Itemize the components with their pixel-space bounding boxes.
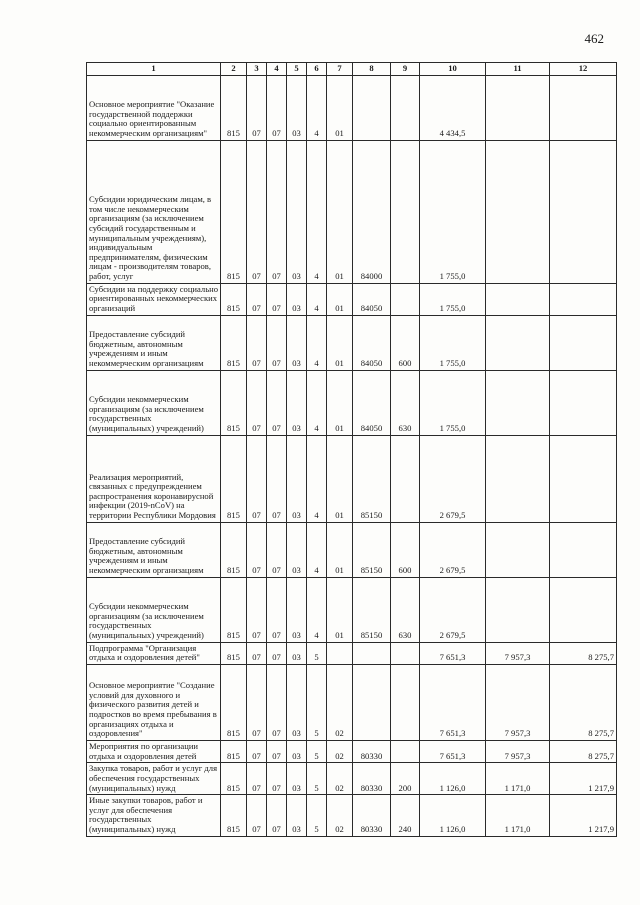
col-8-cell: 80330 bbox=[353, 763, 391, 795]
col-9-cell: 200 bbox=[391, 763, 420, 795]
col-7-cell: 01 bbox=[327, 315, 353, 370]
col-9-cell bbox=[391, 664, 420, 740]
col-9-cell: 600 bbox=[391, 522, 420, 577]
col-7-cell: 01 bbox=[327, 283, 353, 315]
col-7-cell bbox=[327, 642, 353, 664]
table-row bbox=[87, 577, 617, 642]
col-10-cell: 1 126,0 bbox=[420, 795, 486, 837]
col-2-cell: 815 bbox=[221, 75, 247, 140]
col-5-cell: 03 bbox=[287, 522, 307, 577]
col-2-cell: 815 bbox=[221, 522, 247, 577]
col-header: 7 bbox=[327, 63, 353, 76]
col-2-cell: 815 bbox=[221, 370, 247, 435]
col-4-cell: 07 bbox=[267, 435, 287, 522]
row-name-cell: Основное мероприятие "Создание условий для духовного и физического развития детей и подростков во время пребывания в организациях отдыха и оздоровления" bbox=[87, 664, 221, 740]
col-12-cell bbox=[550, 315, 617, 370]
col-2-cell: 815 bbox=[221, 283, 247, 315]
row-name-cell: Субсидии на поддержку социально ориентированных некоммерческих организаций bbox=[87, 283, 221, 315]
col-11-cell: 1 171,0 bbox=[486, 763, 550, 795]
col-3-cell: 07 bbox=[247, 435, 267, 522]
col-7-cell: 01 bbox=[327, 522, 353, 577]
col-2-cell: 815 bbox=[221, 577, 247, 642]
col-9-cell bbox=[391, 75, 420, 140]
col-8-cell bbox=[353, 664, 391, 740]
col-7-cell: 02 bbox=[327, 664, 353, 740]
col-5-cell: 03 bbox=[287, 75, 307, 140]
col-3-cell: 07 bbox=[247, 795, 267, 837]
col-header: 11 bbox=[486, 63, 550, 76]
col-4-cell: 07 bbox=[267, 664, 287, 740]
table-row bbox=[87, 522, 617, 577]
col-6-cell: 5 bbox=[307, 642, 327, 664]
col-7-cell: 01 bbox=[327, 435, 353, 522]
col-12-cell bbox=[550, 75, 617, 140]
col-9-cell bbox=[391, 740, 420, 762]
col-8-cell: 85150 bbox=[353, 522, 391, 577]
col-3-cell: 07 bbox=[247, 75, 267, 140]
col-6-cell: 5 bbox=[307, 664, 327, 740]
col-10-cell: 7 651,3 bbox=[420, 664, 486, 740]
col-8-cell: 84050 bbox=[353, 370, 391, 435]
col-10-cell: 7 651,3 bbox=[420, 740, 486, 762]
col-header: 9 bbox=[391, 63, 420, 76]
col-9-cell: 240 bbox=[391, 795, 420, 837]
col-11-cell bbox=[486, 577, 550, 642]
col-5-cell: 03 bbox=[287, 370, 307, 435]
col-10-cell: 1 755,0 bbox=[420, 315, 486, 370]
col-7-cell: 01 bbox=[327, 577, 353, 642]
col-5-cell: 03 bbox=[287, 577, 307, 642]
col-12-cell: 8 275,7 bbox=[550, 740, 617, 762]
col-12-cell: 1 217,9 bbox=[550, 763, 617, 795]
col-11-cell bbox=[486, 283, 550, 315]
col-10-cell: 1 126,0 bbox=[420, 763, 486, 795]
col-header: 5 bbox=[287, 63, 307, 76]
col-4-cell: 07 bbox=[267, 75, 287, 140]
col-7-cell: 02 bbox=[327, 763, 353, 795]
col-7-cell: 01 bbox=[327, 370, 353, 435]
col-4-cell: 07 bbox=[267, 522, 287, 577]
col-2-cell: 815 bbox=[221, 435, 247, 522]
col-8-cell: 80330 bbox=[353, 795, 391, 837]
col-header: 10 bbox=[420, 63, 486, 76]
col-8-cell: 80330 bbox=[353, 740, 391, 762]
row-name-cell: Иные закупки товаров, работ и услуг для обеспечения государственных (муниципальных) нужд bbox=[87, 795, 221, 837]
col-6-cell: 4 bbox=[307, 370, 327, 435]
budget-table bbox=[86, 62, 617, 837]
col-12-cell: 8 275,7 bbox=[550, 664, 617, 740]
col-3-cell: 07 bbox=[247, 664, 267, 740]
row-name-cell: Закупка товаров, работ и услуг для обеспечения государственных (муниципальных) нужд bbox=[87, 763, 221, 795]
col-2-cell: 815 bbox=[221, 795, 247, 837]
col-7-cell: 01 bbox=[327, 140, 353, 283]
col-12-cell: 1 217,9 bbox=[550, 795, 617, 837]
row-name-cell: Субсидии некоммерческим организациям (за исключением государственных (муниципальных) учреждений) bbox=[87, 577, 221, 642]
col-9-cell bbox=[391, 435, 420, 522]
col-2-cell: 815 bbox=[221, 140, 247, 283]
table-row bbox=[87, 283, 617, 315]
col-6-cell: 4 bbox=[307, 522, 327, 577]
col-7-cell: 02 bbox=[327, 795, 353, 837]
col-6-cell: 5 bbox=[307, 795, 327, 837]
col-2-cell: 815 bbox=[221, 740, 247, 762]
col-11-cell bbox=[486, 370, 550, 435]
row-name-cell: Мероприятия по организации отдыха и оздоровления детей bbox=[87, 740, 221, 762]
table-row bbox=[87, 315, 617, 370]
page-number: 462 bbox=[584, 31, 604, 46]
table-row bbox=[87, 370, 617, 435]
col-5-cell: 03 bbox=[287, 642, 307, 664]
col-header: 4 bbox=[267, 63, 287, 76]
col-7-cell: 01 bbox=[327, 75, 353, 140]
col-header: 8 bbox=[353, 63, 391, 76]
col-2-cell: 815 bbox=[221, 642, 247, 664]
col-12-cell bbox=[550, 577, 617, 642]
col-11-cell: 1 171,0 bbox=[486, 795, 550, 837]
col-11-cell: 7 957,3 bbox=[486, 642, 550, 664]
col-10-cell: 4 434,5 bbox=[420, 75, 486, 140]
col-10-cell: 1 755,0 bbox=[420, 283, 486, 315]
col-9-cell bbox=[391, 283, 420, 315]
col-5-cell: 03 bbox=[287, 315, 307, 370]
col-10-cell: 1 755,0 bbox=[420, 140, 486, 283]
col-3-cell: 07 bbox=[247, 763, 267, 795]
col-11-cell bbox=[486, 75, 550, 140]
col-8-cell bbox=[353, 75, 391, 140]
col-11-cell bbox=[486, 522, 550, 577]
col-5-cell: 03 bbox=[287, 795, 307, 837]
col-6-cell: 4 bbox=[307, 315, 327, 370]
col-8-cell: 85150 bbox=[353, 577, 391, 642]
col-6-cell: 4 bbox=[307, 435, 327, 522]
col-10-cell: 2 679,5 bbox=[420, 522, 486, 577]
col-10-cell: 2 679,5 bbox=[420, 435, 486, 522]
header-row bbox=[87, 63, 617, 76]
col-6-cell: 4 bbox=[307, 283, 327, 315]
row-name-cell: Предоставление субсидий бюджетным, автономным учреждениям и иным некоммерческим организациям bbox=[87, 315, 221, 370]
row-name-cell: Субсидии некоммерческим организациям (за исключением государственных (муниципальных) учреждений) bbox=[87, 370, 221, 435]
col-8-cell: 84050 bbox=[353, 283, 391, 315]
col-6-cell: 4 bbox=[307, 577, 327, 642]
row-name-cell: Предоставление субсидий бюджетным, автономным учреждениям и иным некоммерческим организациям bbox=[87, 522, 221, 577]
col-9-cell: 630 bbox=[391, 577, 420, 642]
col-6-cell: 4 bbox=[307, 75, 327, 140]
col-5-cell: 03 bbox=[287, 763, 307, 795]
row-name-cell: Реализация мероприятий, связанных с предупреждением распространения коронавирусной инфекции (2019-nCoV) на территории Республики Мордовия bbox=[87, 435, 221, 522]
col-5-cell: 03 bbox=[287, 740, 307, 762]
col-4-cell: 07 bbox=[267, 642, 287, 664]
col-11-cell bbox=[486, 435, 550, 522]
col-3-cell: 07 bbox=[247, 522, 267, 577]
table-row bbox=[87, 795, 617, 837]
col-12-cell bbox=[550, 370, 617, 435]
col-4-cell: 07 bbox=[267, 763, 287, 795]
table-row bbox=[87, 435, 617, 522]
col-4-cell: 07 bbox=[267, 140, 287, 283]
col-3-cell: 07 bbox=[247, 370, 267, 435]
col-11-cell bbox=[486, 315, 550, 370]
col-7-cell: 02 bbox=[327, 740, 353, 762]
col-11-cell bbox=[486, 140, 550, 283]
col-6-cell: 5 bbox=[307, 740, 327, 762]
col-4-cell: 07 bbox=[267, 740, 287, 762]
col-6-cell: 4 bbox=[307, 140, 327, 283]
col-12-cell bbox=[550, 435, 617, 522]
row-name-cell: Субсидии юридическим лицам, в том числе некоммерческим организациям (за исключением субсидий государственным и муниципальным учреждениям), индивидуальным предпринимателям, физическим лицам - производителям товаров, работ, услуг bbox=[87, 140, 221, 283]
col-5-cell: 03 bbox=[287, 140, 307, 283]
col-header: 6 bbox=[307, 63, 327, 76]
col-header: 1 bbox=[87, 63, 221, 76]
col-12-cell bbox=[550, 140, 617, 283]
col-6-cell: 5 bbox=[307, 763, 327, 795]
col-5-cell: 03 bbox=[287, 435, 307, 522]
col-4-cell: 07 bbox=[267, 370, 287, 435]
col-10-cell: 7 651,3 bbox=[420, 642, 486, 664]
col-10-cell: 1 755,0 bbox=[420, 370, 486, 435]
row-name-cell: Основное мероприятие "Оказание государственной поддержки социально ориентированным некоммерческим организациям" bbox=[87, 75, 221, 140]
col-4-cell: 07 bbox=[267, 795, 287, 837]
col-4-cell: 07 bbox=[267, 577, 287, 642]
col-header: 12 bbox=[550, 63, 617, 76]
table-row bbox=[87, 664, 617, 740]
col-11-cell: 7 957,3 bbox=[486, 664, 550, 740]
col-3-cell: 07 bbox=[247, 283, 267, 315]
col-12-cell bbox=[550, 283, 617, 315]
table-body bbox=[87, 75, 617, 836]
col-8-cell: 84050 bbox=[353, 315, 391, 370]
col-8-cell: 84000 bbox=[353, 140, 391, 283]
col-12-cell: 8 275,7 bbox=[550, 642, 617, 664]
col-8-cell bbox=[353, 642, 391, 664]
table-row bbox=[87, 763, 617, 795]
col-3-cell: 07 bbox=[247, 315, 267, 370]
col-3-cell: 07 bbox=[247, 642, 267, 664]
col-8-cell: 85150 bbox=[353, 435, 391, 522]
col-2-cell: 815 bbox=[221, 315, 247, 370]
table-row bbox=[87, 75, 617, 140]
table-row bbox=[87, 642, 617, 664]
col-3-cell: 07 bbox=[247, 740, 267, 762]
col-9-cell: 630 bbox=[391, 370, 420, 435]
col-5-cell: 03 bbox=[287, 664, 307, 740]
col-9-cell bbox=[391, 140, 420, 283]
table-row bbox=[87, 740, 617, 762]
row-name-cell: Подпрограмма "Организация отдыха и оздоровления детей" bbox=[87, 642, 221, 664]
col-4-cell: 07 bbox=[267, 315, 287, 370]
col-10-cell: 2 679,5 bbox=[420, 577, 486, 642]
col-2-cell: 815 bbox=[221, 664, 247, 740]
table-row bbox=[87, 140, 617, 283]
col-9-cell bbox=[391, 642, 420, 664]
col-9-cell: 600 bbox=[391, 315, 420, 370]
col-3-cell: 07 bbox=[247, 577, 267, 642]
col-5-cell: 03 bbox=[287, 283, 307, 315]
col-header: 3 bbox=[247, 63, 267, 76]
col-4-cell: 07 bbox=[267, 283, 287, 315]
col-11-cell: 7 957,3 bbox=[486, 740, 550, 762]
col-3-cell: 07 bbox=[247, 140, 267, 283]
col-12-cell bbox=[550, 522, 617, 577]
col-2-cell: 815 bbox=[221, 763, 247, 795]
col-header: 2 bbox=[221, 63, 247, 76]
